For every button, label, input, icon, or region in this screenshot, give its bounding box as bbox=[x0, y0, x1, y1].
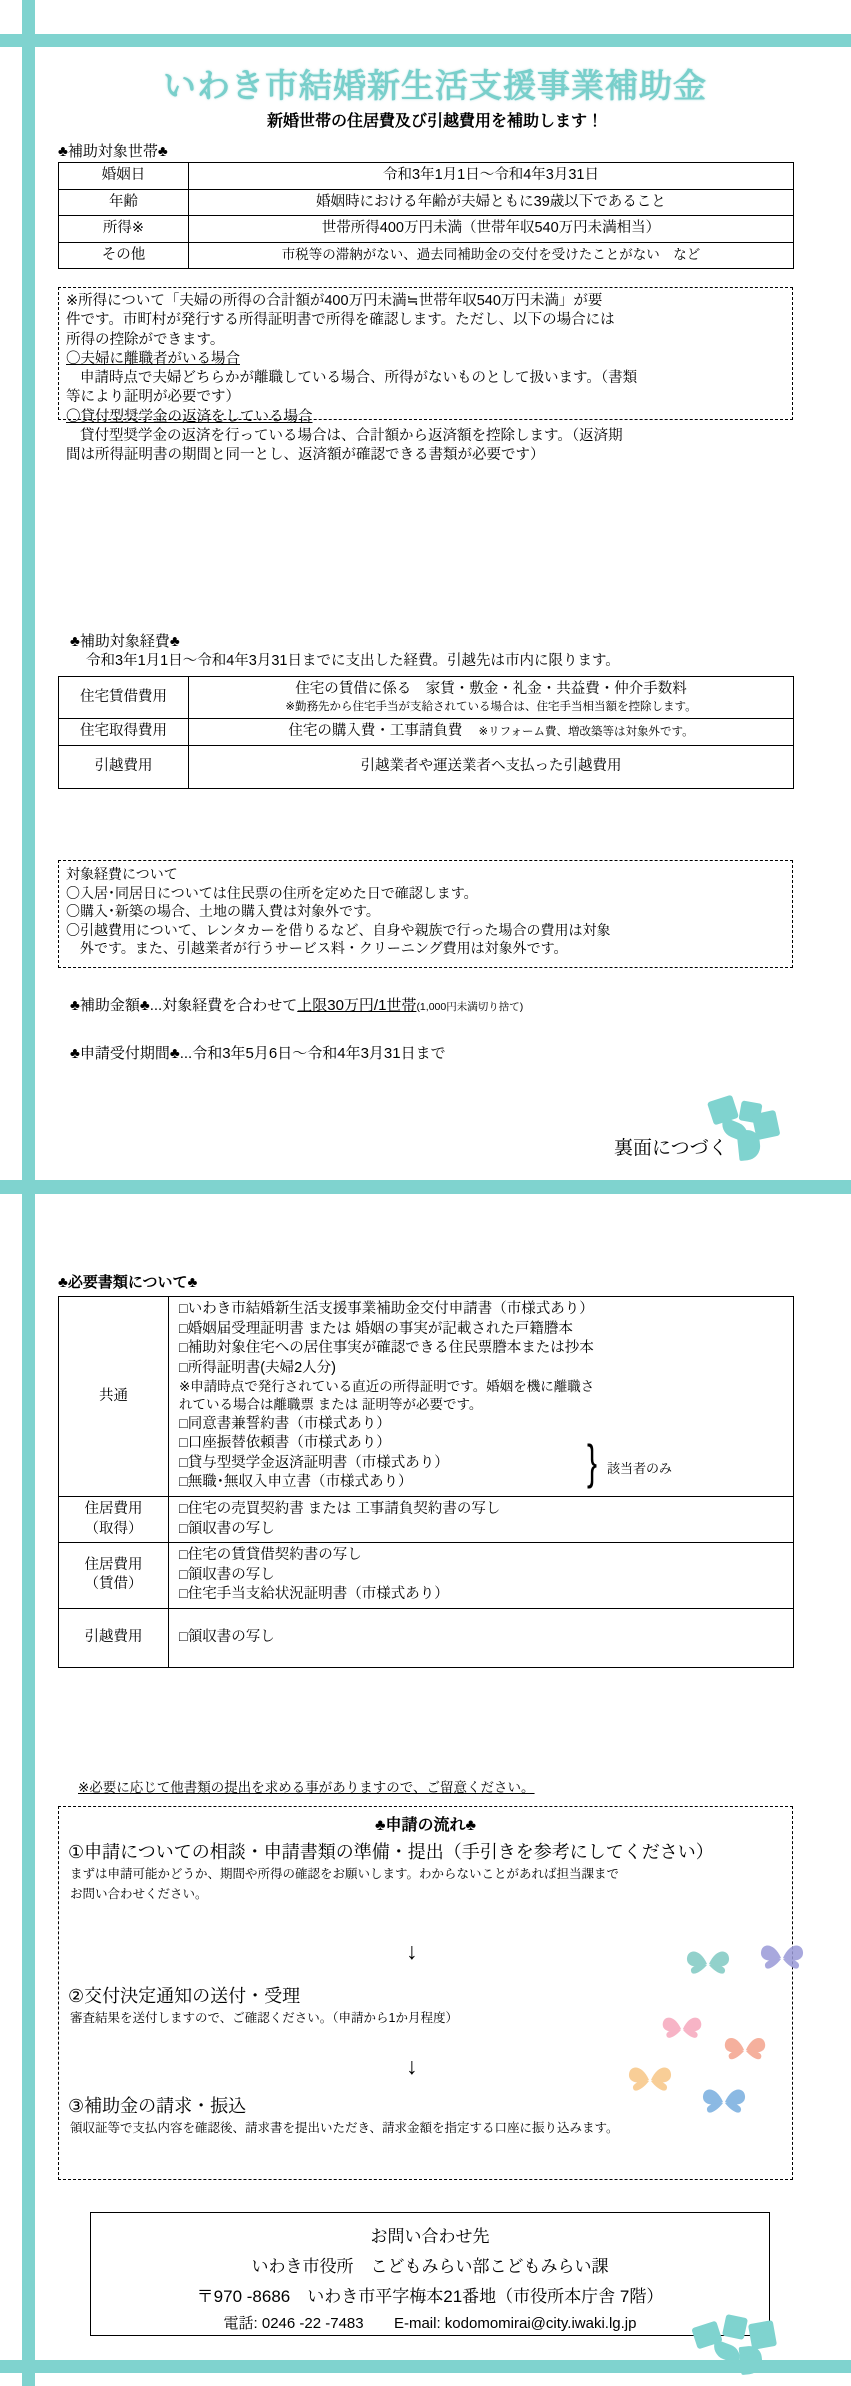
income-note-body1-line1: 申請時点で夫婦どちらかが離職している場合、所得がないものとして扱います。（書類 bbox=[80, 370, 638, 387]
flow-step1-body-line2: お問い合わせください。 bbox=[70, 1887, 208, 1901]
docs-header-line2: （賃借） bbox=[84, 1576, 143, 1593]
income-note-body2-line2: 間は所得証明書の期間と同一とし、返済額が確認できる書類が必要です） bbox=[66, 447, 545, 464]
household-row-header: その他 bbox=[59, 242, 189, 269]
expense-row-header: 住宅取得費用 bbox=[59, 719, 189, 746]
table-row bbox=[59, 216, 794, 243]
doc-note-line1: ※申請時点で発行されている直近の所得証明です。婚姻を機に離職さ bbox=[179, 1379, 595, 1395]
contact-tel-value: 0246 -22 -7483 bbox=[261, 2315, 364, 2332]
amount-label: ♣補助金額♣ bbox=[70, 997, 150, 1014]
household-row-value: 市税等の滞納がない、過去同補助金の交付を受けたことがない など bbox=[189, 242, 794, 269]
household-row-value: 令和3年1月1日～令和4年3月31日 bbox=[189, 163, 794, 190]
income-note-line2: 件です。市町村が発行する所得証明書で所得を確認します。ただし、以下の場合には bbox=[66, 312, 615, 329]
section-label-expense: ♣補助対象経費♣ bbox=[70, 633, 180, 650]
household-row-header: 婚姻日 bbox=[59, 163, 189, 190]
contact-box bbox=[90, 2212, 770, 2336]
income-note-body1-line2: 等により証明が必要です） bbox=[66, 389, 240, 406]
docs-row-items-moving: □領収書の写し bbox=[169, 1608, 794, 1667]
flow-step3-title: ③補助金の請求・振込 bbox=[68, 2096, 247, 2116]
section-label-documents: ♣必要書類について♣ bbox=[58, 1274, 198, 1291]
butterfly-icon-salmon bbox=[722, 2030, 768, 2070]
flow-step2-title: ②交付決定通知の送付・受理 bbox=[68, 1986, 301, 2006]
expense-row-value: 引越業者や運送業者へ支払った引越費用 bbox=[189, 745, 794, 788]
income-note-heading2: 〇貸付型奨学金の返済をしている場合 bbox=[66, 408, 313, 425]
expense-note-line2: 〇購入･新築の場合、土地の購入費は対象外です。 bbox=[66, 903, 380, 920]
table-row bbox=[59, 1297, 794, 1497]
petal-decoration-page1 bbox=[690, 1096, 780, 1166]
docs-header-line1: 住居費用 bbox=[84, 1500, 143, 1517]
docs-row-header-housing-acquire bbox=[59, 1496, 169, 1542]
docs-row-items-common bbox=[169, 1297, 794, 1497]
petal-shape bbox=[739, 2345, 764, 2375]
household-row-value: 婚姻時における年齢が夫婦ともに39歳以下であること bbox=[189, 189, 794, 216]
expense-row-note: ※リフォーム費、増改築等は対象外です。 bbox=[478, 726, 694, 739]
doc-item: □住宅の賃貸借契約書の写し bbox=[179, 1547, 362, 1564]
expense-note-box bbox=[58, 860, 793, 968]
doc-item: □住宅の売買契約書 または 工事請負契約書の写し bbox=[179, 1500, 501, 1517]
page-title: いわき市結婚新生活支援事業補助金 bbox=[163, 67, 707, 104]
docs-row-items-housing-acquire bbox=[169, 1496, 794, 1542]
doc-item: □貸与型奨学金返済証明書（市様式あり） bbox=[179, 1454, 449, 1471]
doc-item: □口座振替依頼書（市様式あり） bbox=[179, 1435, 391, 1452]
expense-note-line3: 〇引越費用について、レンタカーを借りるなど、自身や親族で行った場合の費用は対象 bbox=[66, 921, 611, 938]
household-row-value: 世帯所得400万円未満（世帯年収540万円未満相当） bbox=[189, 216, 794, 243]
petal-shape bbox=[722, 2314, 748, 2340]
table-row bbox=[59, 719, 794, 746]
period-label: ♣申請受付期間♣ bbox=[70, 1045, 180, 1062]
expense-row-note: ※勤務先から住宅手当が支給されている場合は、住宅手当相当額を控除します。 bbox=[285, 700, 697, 713]
doc-item: □無職･無収入申立書（市様式あり） bbox=[179, 1474, 413, 1491]
accent-bar-bottom-vertical bbox=[22, 1194, 35, 2386]
accent-bar-top-horizontal bbox=[0, 34, 851, 47]
income-note-body2-line1: 貸付型奨学金の返済を行っている場合は、合計額から返済額を控除します。（返済期 bbox=[80, 427, 623, 444]
doc-item: □同意書兼誓約書（市様式あり） bbox=[179, 1415, 391, 1432]
period-line bbox=[70, 1044, 446, 1064]
expense-period-text: 令和3年1月1日～令和4年3月31日までに支出した経費。引越先は市内に限ります。 bbox=[86, 653, 620, 669]
expense-row-cell bbox=[189, 677, 794, 719]
contact-tel-label: 電話: bbox=[223, 2315, 258, 2332]
accent-bar-top-vertical bbox=[22, 0, 35, 1180]
income-note-line1: ※所得について「夫婦の所得の合計額が400万円未満≒世帯年収540万円未満」が要 bbox=[66, 293, 603, 309]
documents-footnote: ※必要に応じて他書類の提出を求める事がありますので、ご留意ください。 bbox=[78, 1780, 535, 1795]
doc-item: □所得証明書(夫婦2人分) bbox=[179, 1359, 336, 1376]
butterfly-icon-purple bbox=[758, 1938, 806, 1980]
flow-arrow-icon-1: ↓ bbox=[406, 1938, 418, 1964]
doc-item: □領収書の写し bbox=[179, 1566, 275, 1583]
contact-email-value: kodomomirai@city.iwaki.lg.jp bbox=[444, 2315, 637, 2332]
period-text: 令和3年5月6日～令和4年3月31日まで bbox=[192, 1045, 446, 1062]
flow-step3-body-line1: 領収証等で支払内容を確認後、請求書を提出いただき、請求金額を指定する口座に振り込みます。 bbox=[70, 2121, 619, 2135]
contact-title: お問い合わせ先 bbox=[370, 2227, 490, 2246]
doc-item: □婚姻届受理証明書 または 婚姻の事実が記載された戸籍謄本 bbox=[179, 1320, 573, 1337]
amount-emphasis: 上限30万円/1世帯 bbox=[297, 997, 417, 1014]
petal-decoration-page2 bbox=[694, 2316, 794, 2376]
butterfly-icon-orange bbox=[626, 2060, 674, 2102]
butterfly-icon-pink bbox=[660, 2010, 704, 2048]
docs-row-header-moving: 引越費用 bbox=[59, 1608, 169, 1667]
table-row bbox=[59, 189, 794, 216]
income-note-heading1: 〇夫婦に離職者がいる場合 bbox=[66, 350, 240, 367]
household-row-header: 所得※ bbox=[59, 216, 189, 243]
table-row bbox=[59, 242, 794, 269]
docs-header-line2: （取得） bbox=[84, 1520, 143, 1537]
amount-line bbox=[70, 996, 523, 1016]
doc-item: □補助対象住宅への居住事実が確認できる住民票謄本または抄本 bbox=[179, 1340, 594, 1357]
expense-row-header: 引越費用 bbox=[59, 745, 189, 788]
docs-header-line1: 住居費用 bbox=[84, 1556, 143, 1573]
expense-table bbox=[58, 676, 794, 789]
flow-step1-title: ①申請についての相談・申請書類の準備・提出（手引きを参考にしてください） bbox=[68, 1842, 714, 1862]
accent-bar-middle-horizontal bbox=[0, 1180, 851, 1194]
household-row-header: 年齢 bbox=[59, 189, 189, 216]
contact-email-label: E-mail: bbox=[393, 2315, 441, 2332]
doc-item: □領収書の写し bbox=[179, 1520, 275, 1537]
flow-title: ♣申請の流れ♣ bbox=[374, 1817, 476, 1834]
period-dots: ... bbox=[179, 1045, 193, 1062]
amount-suffix: (1,000円未満切り捨て) bbox=[416, 1001, 524, 1013]
docs-row-items-housing-rent bbox=[169, 1543, 794, 1609]
docs-row-header-housing-rent bbox=[59, 1543, 169, 1609]
flow-step1-body-line1: まずは申請可能かどうか、期間や所得の確認をお願いします。わからないことがあれば担当課まで bbox=[70, 1867, 620, 1881]
butterfly-icon-blue bbox=[700, 2082, 748, 2124]
contact-organization: いわき市役所 こどもみらい部こどもみらい課 bbox=[251, 2257, 609, 2276]
docs-row-header-common: 共通 bbox=[59, 1297, 169, 1497]
income-note-box bbox=[58, 287, 793, 464]
table-row bbox=[59, 745, 794, 788]
table-row bbox=[59, 1496, 794, 1542]
contact-tel-email bbox=[91, 2312, 769, 2333]
amount-text: 対象経費を合わせて bbox=[162, 997, 298, 1014]
table-row bbox=[59, 1608, 794, 1667]
butterfly-icon-teal bbox=[684, 1944, 732, 1984]
table-row bbox=[59, 677, 794, 719]
flow-step2-body-line1: 審査結果を送付しますので、ご確認ください。（申請から1か月程度） bbox=[70, 2011, 458, 2025]
flow-arrow-icon-2: ↓ bbox=[406, 2053, 418, 2079]
table-row bbox=[59, 163, 794, 190]
expense-note-line1: 〇入居･同居日については住民票の住所を定めた日で確認します。 bbox=[66, 884, 478, 901]
documents-table bbox=[58, 1296, 794, 1668]
expense-row-value: 住宅の賃借に係る 家賃・敷金・礼金・共益費・仲介手数料 bbox=[295, 681, 687, 697]
expense-row-cell bbox=[189, 719, 794, 746]
doc-item: □住宅手当支給状況証明書（市様式あり） bbox=[179, 1586, 449, 1603]
doc-item: □いわき市結婚新生活支援事業補助金交付申請書（市様式あり） bbox=[179, 1301, 594, 1317]
household-table bbox=[58, 162, 794, 269]
amount-dots: ... bbox=[149, 997, 163, 1014]
table-row bbox=[59, 1543, 794, 1609]
expense-note-line4: 外です。また、引越業者が行うサービス料・クリーニング費用は対象外です。 bbox=[80, 940, 568, 957]
expense-note-title: 対象経費について bbox=[66, 866, 178, 882]
page-subtitle: 新婚世帯の住居費及び引越費用を補助します！ bbox=[266, 113, 603, 130]
doc-note-line2: れている場合は離職票 または 証明等が必要です。 bbox=[179, 1397, 483, 1413]
brace-icon: } bbox=[587, 1436, 598, 1490]
continue-to-back-text: 裏面につづく bbox=[614, 1138, 728, 1159]
contact-address: 〒970 -8686 いわき市平字梅本21番地（市役所本庁舎 7階） bbox=[196, 2287, 664, 2306]
expense-row-header: 住宅賃借費用 bbox=[59, 677, 189, 719]
income-note-line3: 所得の控除ができます。 bbox=[66, 331, 225, 348]
brace-label: 該当者のみ bbox=[607, 1461, 673, 1476]
section-label-household: ♣補助対象世帯♣ bbox=[58, 143, 168, 160]
expense-row-value: 住宅の購入費・工事請負費 bbox=[288, 723, 463, 740]
